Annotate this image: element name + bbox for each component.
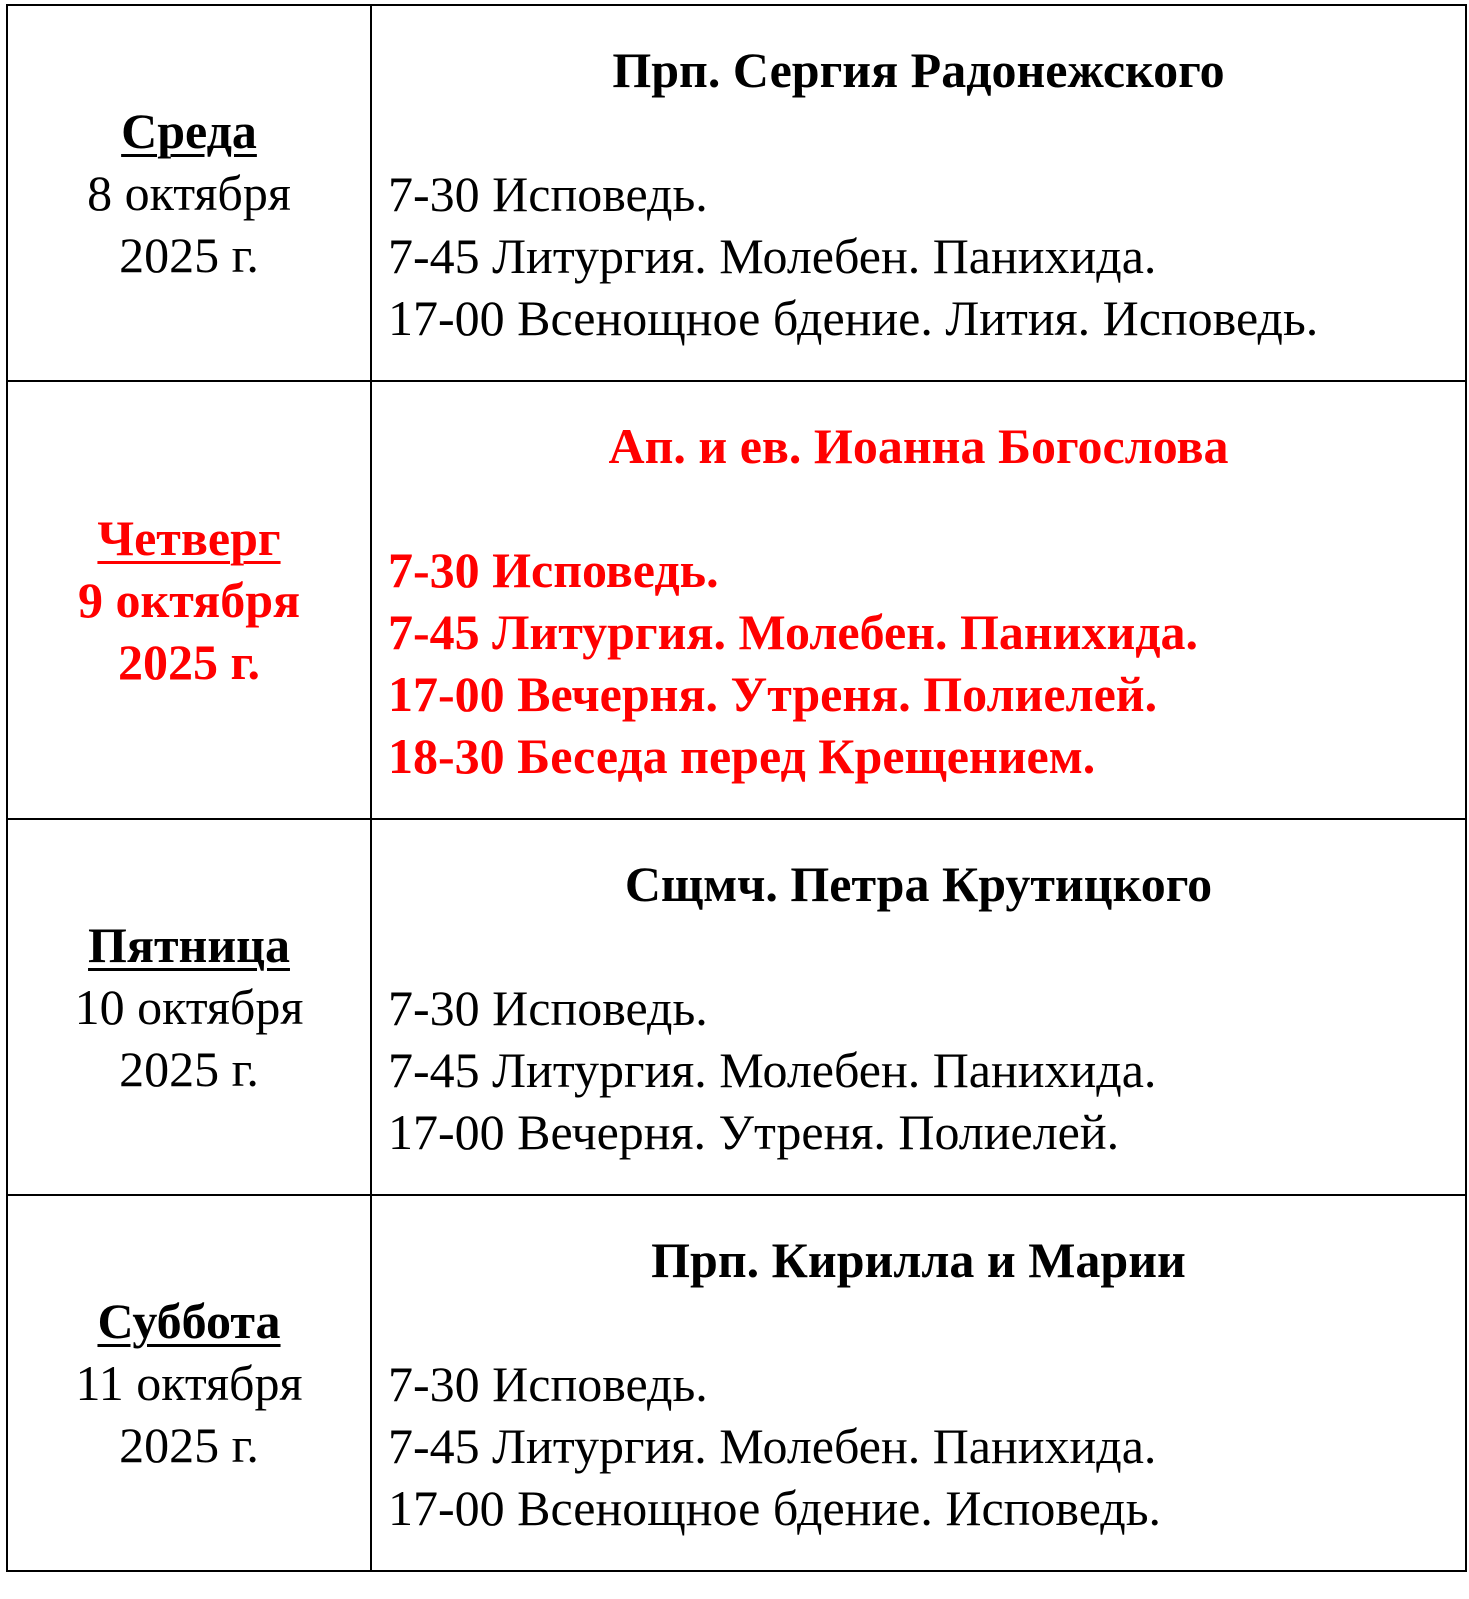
event-item: 7-30 Исповедь. — [388, 542, 719, 598]
schedule-row — [7, 819, 1466, 1195]
event-item: 18-30 Беседа перед Крещением. — [388, 728, 1096, 784]
day-cell — [7, 1195, 371, 1571]
date: 10 октября — [74, 979, 304, 1035]
event-list — [372, 163, 1465, 349]
year: 2025 г. — [117, 634, 261, 690]
event-item: 7-45 Литургия. Молебен. Панихида. — [388, 604, 1199, 660]
event-item: 7-30 Исповедь. — [388, 980, 708, 1036]
date: 8 октября — [87, 165, 291, 221]
year: 2025 г. — [119, 1417, 259, 1473]
weekday: Суббота — [97, 1293, 281, 1349]
day-cell — [7, 5, 371, 381]
schedule-row — [7, 5, 1466, 381]
event-list — [372, 977, 1465, 1163]
event-item: 7-30 Исповедь. — [388, 166, 708, 222]
event-item: 17-00 Вечерня. Утреня. Полиелей. — [388, 666, 1158, 722]
feast-title: Прп. Кирилла и Марии — [651, 1232, 1186, 1288]
events-cell — [371, 819, 1466, 1195]
schedule-table — [6, 4, 1467, 1572]
date: 9 октября — [77, 572, 301, 628]
year: 2025 г. — [119, 227, 259, 283]
day-cell — [7, 819, 371, 1195]
weekday: Четверг — [97, 510, 281, 566]
event-list — [372, 539, 1465, 787]
events-cell — [371, 1195, 1466, 1571]
schedule-row — [7, 1195, 1466, 1571]
day-cell — [7, 381, 371, 819]
event-item: 17-00 Вечерня. Утреня. Полиелей. — [388, 1104, 1120, 1160]
events-cell — [371, 5, 1466, 381]
event-item: 17-00 Всенощное бдение. Лития. Исповедь. — [388, 290, 1319, 346]
event-item: 7-45 Литургия. Молебен. Панихида. — [388, 1418, 1157, 1474]
feast-title: Ап. и ев. Иоанна Богослова — [608, 418, 1229, 474]
event-item: 7-45 Литургия. Молебен. Панихида. — [388, 228, 1157, 284]
event-item: 7-45 Литургия. Молебен. Панихида. — [388, 1042, 1157, 1098]
date: 11 октября — [75, 1355, 303, 1411]
feast-title: Прп. Сергия Радонежского — [612, 42, 1225, 98]
weekday: Пятница — [88, 917, 290, 973]
weekday: Среда — [121, 103, 257, 159]
event-item: 17-00 Всенощное бдение. Исповедь. — [388, 1480, 1161, 1536]
schedule-row-highlighted — [7, 381, 1466, 819]
events-cell — [371, 381, 1466, 819]
event-list — [372, 1353, 1465, 1539]
event-item: 7-30 Исповедь. — [388, 1356, 708, 1412]
year: 2025 г. — [119, 1041, 259, 1097]
feast-title: Сщмч. Петра Крутицкого — [624, 856, 1213, 912]
